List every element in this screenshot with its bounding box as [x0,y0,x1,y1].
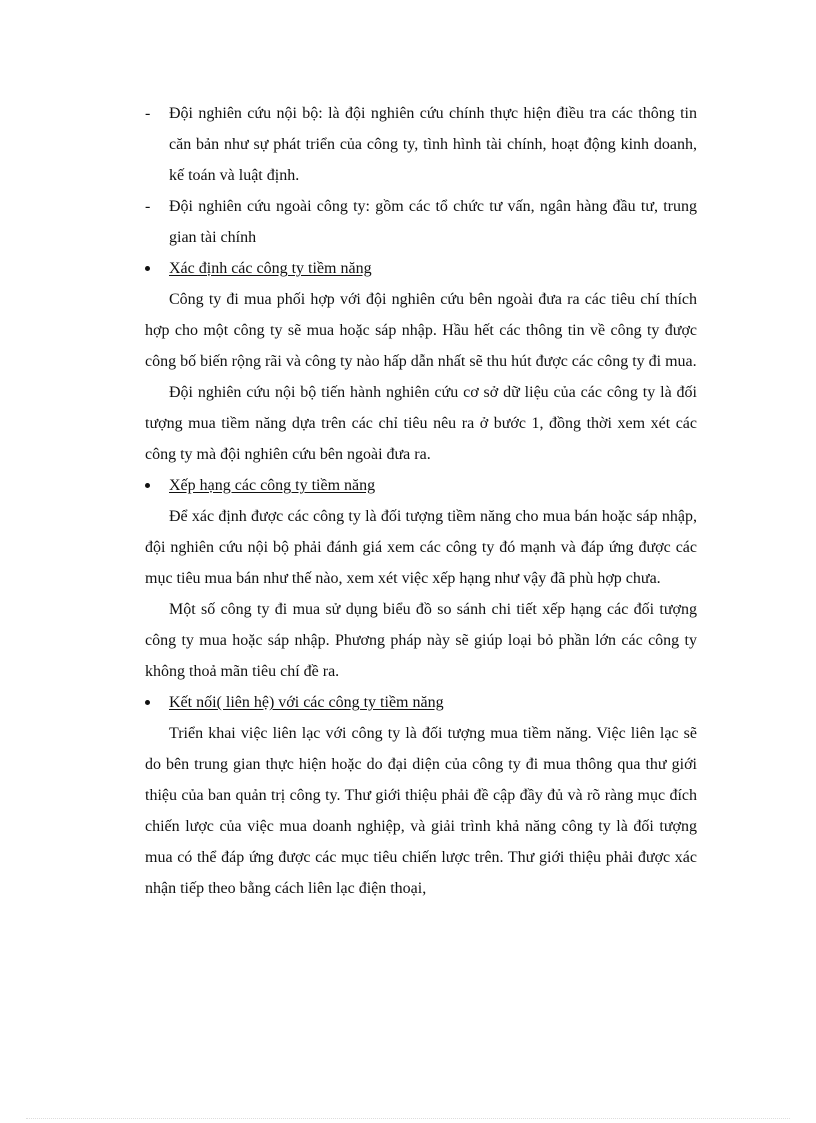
section-title: Xếp hạng các công ty tiềm năng [169,477,376,494]
bullet-icon [145,700,150,705]
section-heading [145,687,697,718]
bullet-icon [145,266,150,271]
list-item [145,191,697,253]
document-body [145,98,697,904]
page-bottom-divider [26,1118,790,1119]
dash-marker: - [145,198,151,215]
section-heading [145,470,697,501]
section-title: Kết nối( liên hệ) với các công ty tiềm năng [169,694,444,711]
section-title: Xác định các công ty tiềm năng [169,260,372,277]
paragraph: Một số công ty đi mua sử dụng biểu đồ so sánh chi tiết xếp hạng các đối tượng công ty mua hoặc sáp nhập. Phương pháp này sẽ giúp loại bỏ phần lớn các công ty không thoả mãn tiêu chí đề ra. [145,601,697,680]
paragraph: Đội nghiên cứu nội bộ tiến hành nghiên cứu cơ sở dữ liệu của các công ty là đối tượng mua tiềm năng dựa trên các chỉ tiêu nêu ra ở bước 1, đồng thời xem xét các công ty mà đội nghiên cứu bên ngoài đưa ra. [145,384,697,463]
list-item [145,98,697,191]
paragraph: Công ty đi mua phối hợp với đội nghiên cứu bên ngoài đưa ra các tiêu chí thích hợp cho một công ty sẽ mua hoặc sáp nhập. Hầu hết các thông tin về công ty được công bố biến rộng rãi và công ty nào hấp dẫn nhất sẽ thu hút được các công ty đi mua. [145,291,697,370]
dash-marker: - [145,105,151,122]
paragraph: Để xác định được các công ty là đối tượng tiềm năng cho mua bán hoặc sáp nhập, đội nghiên cứu nội bộ phải đánh giá xem các công ty đó mạnh và đáp ứng được các mục tiêu mua bán như thế nào, xem xét việc xếp hạng như vậy đã phù hợp chưa. [145,508,697,587]
paragraph: Triển khai việc liên lạc với công ty là đối tượng mua tiềm năng. Việc liên lạc sẽ do bên trung gian thực hiện hoặc do đại diện của công ty đi mua thông qua thư giới thiệu của ban quản trị công ty. Thư giới thiệu phải đề cập đầy đủ và rõ ràng mục đích chiến lược của việc mua doanh nghiệp, và giải trình khả năng công ty là đối tượng mua có thể đáp ứng được các mục tiêu chiến lược trên. Thư giới thiệu phải được xác nhận tiếp theo bằng cách liên lạc điện thoại, [145,725,697,897]
bullet-icon [145,483,150,488]
list-item-text: Đội nghiên cứu ngoài công ty: gồm các tổ chức tư vấn, ngân hàng đầu tư, trung gian tài chính [169,198,697,246]
list-item-text: Đội nghiên cứu nội bộ: là đội nghiên cứu chính thực hiện điều tra các thông tin căn bản như sự phát triển của công ty, tình hình tài chính, hoạt động kinh doanh, kế toán và luật định. [169,105,697,184]
section-heading [145,253,697,284]
